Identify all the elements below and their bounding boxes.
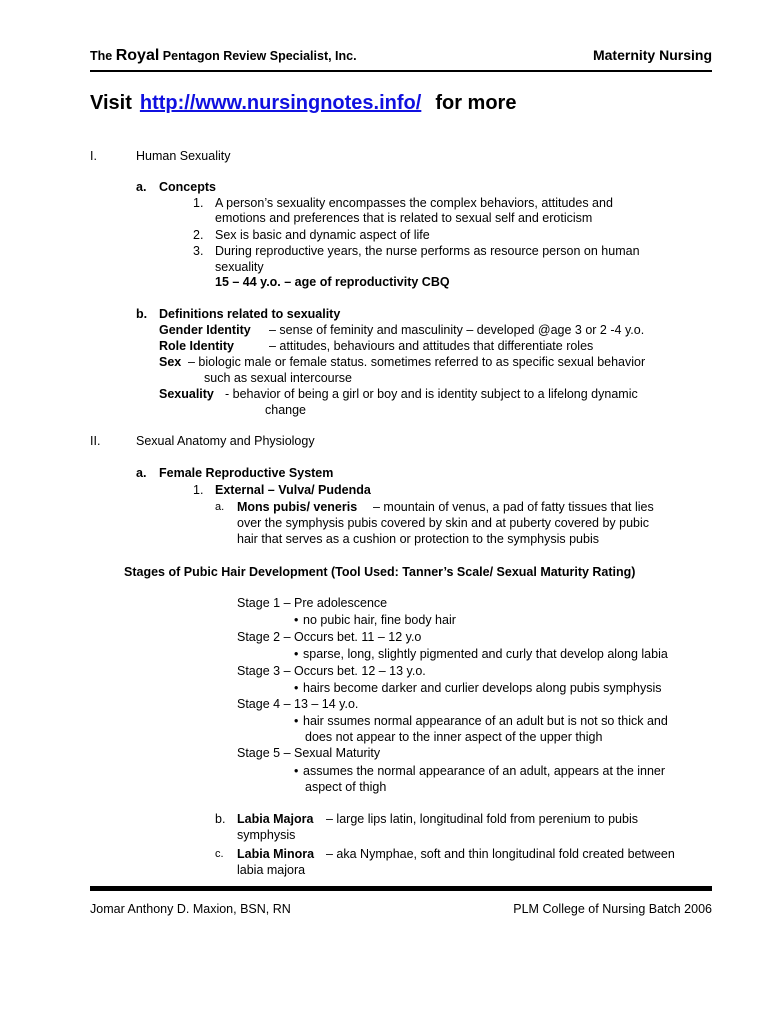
section-2-title: Sexual Anatomy and Physiology [136,434,315,448]
section-1-title: Human Sexuality [136,149,231,163]
external-title: External – Vulva/ Pudenda [215,483,371,497]
stage-2-bullet: • sparse, long, slightly pigmented and curly that develop along labia [294,647,668,661]
sex-term: Sex [159,355,182,369]
concept-1-line-1: A person’s sexuality encompasses the complex behaviors, attitudes and [215,196,613,210]
concept-1-number: 1. [193,196,204,210]
section-1b-title: Definitions related to sexuality [159,307,341,321]
mons-term: Mons pubis/ veneris [237,500,358,514]
section-1a-label: a. [136,180,147,194]
stage-3-bullet: • hairs become darker and curlier develops along pubis symphysis [294,681,662,695]
concept-1-line-2: emotions and preferences that is related to sexual self and eroticism [215,211,593,225]
labia-minora-term: Labia Minora [237,847,315,861]
mons-def-2: over the symphysis pubis covered by skin and at puberty covered by pubic [237,516,650,530]
concept-3-line-2: sexuality [215,260,264,274]
section-2a-label: a. [136,466,147,480]
section-1a-title: Concepts [159,180,216,194]
concept-2-number: 2. [193,228,204,242]
sex-def-cont: such as sexual intercourse [204,371,352,385]
footer-school: PLM College of Nursing Batch 2006 [513,902,712,916]
visit-prefix: Visit [90,92,132,114]
header-divider [90,70,712,72]
stage-4-bullet: • hair ssumes normal appearance of an adult but is not so thick and [294,714,668,728]
sexuality-def-cont: change [265,403,307,417]
stage-5-title: Stage 5 – Sexual Maturity [237,746,381,760]
stage-1-title: Stage 1 – Pre adolescence [237,596,388,610]
stage-1-bullet: • no pubic hair, fine body hair [294,613,456,627]
role-identity-def: – attitudes, behaviours and attitudes that differentiate roles [269,339,594,353]
concept-2-line-1: Sex is basic and dynamic aspect of life [215,228,430,242]
header-the: The [90,49,113,63]
bullet-icon: • [294,681,299,695]
bullet-icon: • [294,714,299,728]
role-identity-term: Role Identity [159,339,235,353]
sexuality-def: - behavior of being a girl or boy and is identity subject to a lifelong dynamic [225,387,638,401]
labia-minora-def-2: labia majora [237,863,306,877]
section-2a-title: Female Reproductive System [159,466,334,480]
section-1-number: I. [90,149,97,163]
stage-4-title: Stage 4 – 13 – 14 y.o. [237,697,359,711]
mons-label: a. [215,501,225,513]
sex-def: – biologic male or female status. sometimes referred to as specific sexual behavior [188,355,646,369]
stage-3-title: Stage 3 – Occurs bet. 12 – 13 y.o. [237,664,426,678]
sexuality-term: Sexuality [159,387,214,401]
gender-identity-term: Gender Identity [159,323,251,337]
footer-author: Jomar Anthony D. Maxion, BSN, RN [90,902,291,916]
header-subject: Maternity Nursing [592,47,712,63]
section-1b-label: b. [136,307,148,321]
stages-heading: Stages of Pubic Hair Development (Tool Used: Tanner’s Scale/ Sexual Maturity Rating) [124,565,636,579]
labia-majora-def-2: symphysis [237,828,296,842]
labia-minora-label: c. [215,848,224,860]
stage-2-title: Stage 2 – Occurs bet. 11 – 12 y.o [237,630,422,644]
concept-3-line-1: During reproductive years, the nurse performs as resource person on human [215,244,640,258]
header-company [90,47,357,65]
visit-link[interactable]: http://www.nursingnotes.info/ [139,92,422,114]
labia-minora-def: – aka Nymphae, soft and thin longitudinal fold created between [326,847,675,861]
stage-4-bullet-cont: does not appear to the inner aspect of the upper thigh [305,730,603,744]
bullet-icon: • [294,647,299,661]
header-company-rest: Pentagon Review Specialist, Inc. [162,49,357,63]
labia-majora-term: Labia Majora [237,812,314,826]
bullet-icon: • [294,613,299,627]
external-number: 1. [193,483,204,497]
visit-line [90,92,516,115]
footer-divider [90,886,712,891]
stage-5-bullet-cont: aspect of thigh [305,780,387,794]
mons-def-3: hair that serves as a cushion or protection to the symphysis pubis [237,532,599,546]
reproductive-age-note: 15 – 44 y.o. – age of reproductivity CBQ [215,275,450,289]
bullet-icon: • [294,764,299,778]
concept-3-number: 3. [193,244,204,258]
header-royal: Royal [115,47,160,64]
labia-majora-label: b. [215,812,226,826]
stage-5-bullet: • assumes the normal appearance of an adult, appears at the inner [294,764,666,778]
visit-suffix: for more [435,92,517,114]
labia-majora-def: – large lips latin, longitudinal fold from perenium to pubis [326,812,638,826]
section-2-number: II. [90,434,101,448]
gender-identity-def: – sense of feminity and masculinity – developed @age 3 or 2 -4 y.o. [269,323,645,337]
mons-def: – mountain of venus, a pad of fatty tissues that lies [373,500,654,514]
